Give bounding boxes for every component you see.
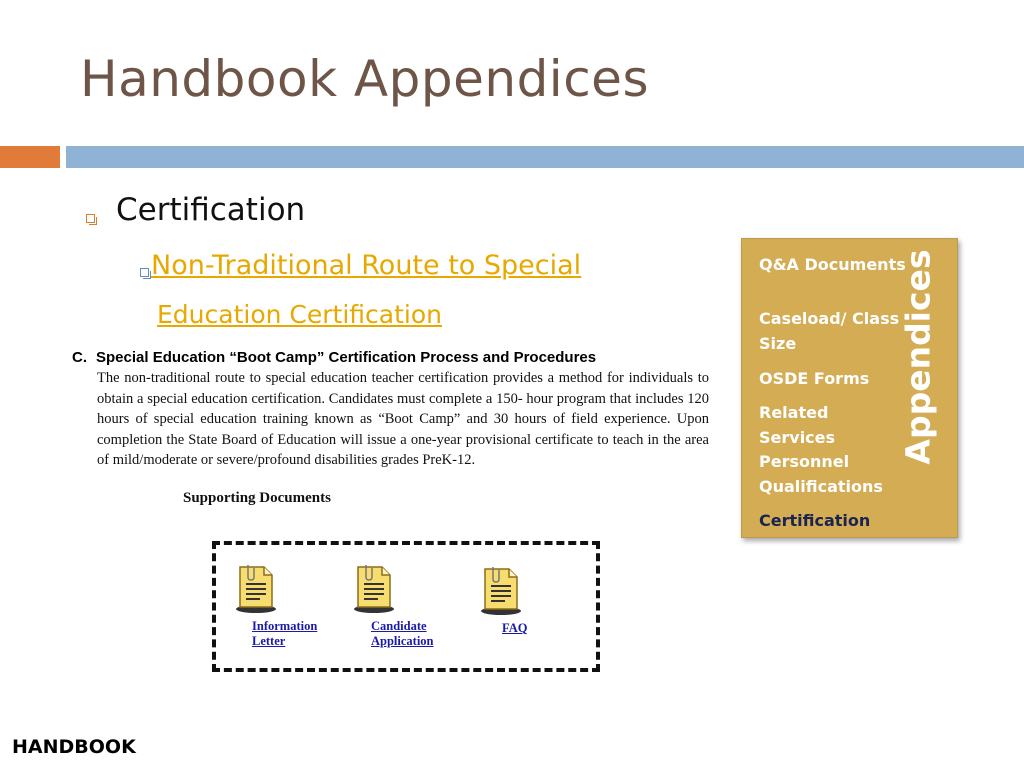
accent-bar-blue — [66, 146, 1024, 168]
document-heading-letter: C. — [72, 349, 87, 366]
panel-item-caseload[interactable]: Caseload/ Class Size — [759, 309, 900, 353]
slide-title: Handbook Appendices — [80, 50, 649, 108]
information-letter-link[interactable] — [252, 619, 317, 649]
document-icon — [479, 565, 523, 617]
bullet-square-icon — [86, 214, 95, 223]
supporting-documents-heading: Supporting Documents — [183, 490, 331, 506]
candidate-application-link[interactable] — [371, 619, 434, 649]
footer-label: HANDBOOK — [12, 736, 136, 758]
document-icon — [352, 563, 396, 615]
education-certification-link[interactable]: Education Certification — [157, 300, 442, 329]
document-body: The non-traditional route to special education teacher certification provides a method for individuals to obtain a special education certification. Candidates must complete a 150- hour program that includes 120 hours of special education training known as “Boot Camp” and 30 hours of field experience. Upon completion the State Board of Education will issue a one-year provisional certificate to teach in the area of mild/moderate or severe/profound disabilities grades PreK-12. — [97, 370, 709, 468]
appendices-vertical-label — [894, 249, 942, 465]
file-label-line2: Letter — [252, 634, 286, 648]
panel-item-certification[interactable]: Certification — [759, 511, 871, 530]
document-icon — [234, 563, 278, 615]
bullet-certification: Certification — [116, 192, 306, 228]
file-label-line2: Application — [371, 634, 434, 648]
panel-item-qa-documents[interactable]: Q&A Documents — [759, 255, 906, 274]
file-label-line1: Information — [252, 619, 318, 633]
file-label-line1: FAQ — [502, 621, 528, 635]
file-candidate-application[interactable] — [352, 563, 396, 619]
file-information-letter[interactable] — [234, 563, 278, 619]
bullet-square-icon — [140, 268, 149, 277]
file-faq[interactable] — [479, 565, 523, 621]
file-label-line1: Candidate — [371, 619, 427, 633]
panel-item-related-services[interactable]: Related Services Personnel Qualifications — [759, 403, 883, 496]
appendices-vertical-text: Appendices — [898, 249, 938, 465]
accent-bar-orange — [0, 146, 60, 168]
appendices-panel — [741, 238, 958, 538]
panel-item-osde-forms[interactable]: OSDE Forms — [759, 369, 870, 388]
document-heading-text: Special Education “Boot Camp” Certification Process and Procedures — [96, 349, 597, 366]
non-traditional-route-link[interactable]: Non-Traditional Route to Special — [151, 250, 582, 281]
faq-link[interactable] — [502, 621, 527, 636]
document-heading — [72, 349, 596, 366]
